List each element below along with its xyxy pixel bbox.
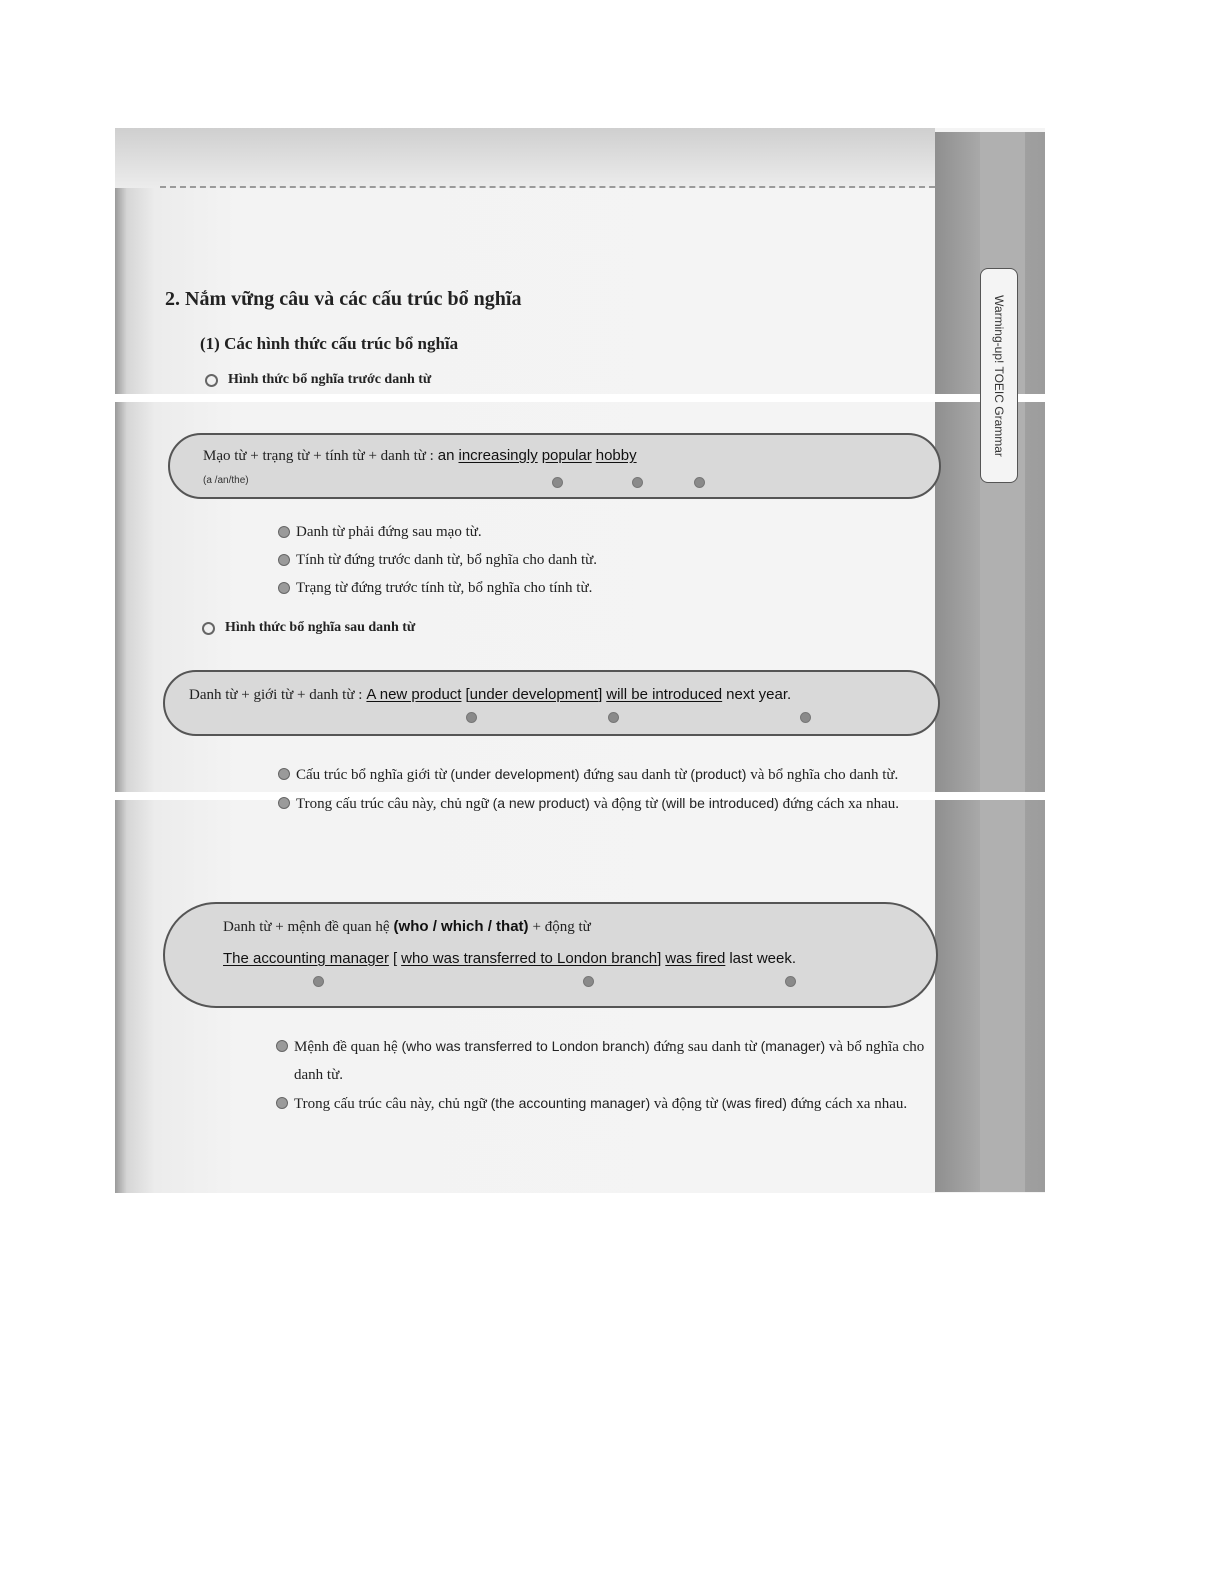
bullet-icon [276,1040,288,1052]
dashed-divider [160,186,935,188]
example-adverb: increasingly [458,447,538,464]
note-text: Trong cấu trúc câu này, chủ ngữ (the accounting manager) và động từ (was fired) đứng cách xa nhau. [294,1095,908,1112]
bullet-icon [278,768,290,780]
pre-noun-formula-box [168,433,941,499]
marker-dot [552,477,563,488]
note-item [278,546,597,574]
relative-formula: Danh từ + mệnh đề quan hệ [223,919,390,935]
example-subject: A new product [366,686,462,703]
note-item [276,1089,926,1118]
marker-dot [608,712,619,723]
example-noun: hobby [595,447,637,464]
bullet-icon [276,1097,288,1109]
bracket-close: ] [657,950,662,967]
open-circle-icon [202,622,215,635]
relative-formula-tail: + động từ [532,919,591,935]
post-noun-formula-line [189,686,791,704]
scan-seam [115,394,1050,402]
bullet-icon [278,797,290,809]
marker-dot [800,712,811,723]
note-text: Trạng từ đứng trước tính từ, bổ nghĩa cho tính từ. [296,580,593,596]
note-item [276,1032,926,1089]
pre-noun-formula: Mạo từ + trạng từ + tính từ + danh từ : [203,448,434,464]
example-adjective: popular [541,447,592,464]
relative-example-line [223,950,796,968]
example-clause: who was transferred to London branch [401,950,658,967]
marker-dot [583,976,594,987]
bracket-open: [ [465,686,470,703]
marker-dot [632,477,643,488]
bracket-open: [ [392,950,398,967]
relative-notes [276,1032,926,1118]
relative-formula-line [223,918,591,936]
post-noun-notes [278,760,918,818]
bullet-icon [278,526,290,538]
note-text: Mệnh đề quan hệ (who was transferred to London branch) đứng sau danh từ (manager) và bổ nghĩa cho danh từ. [294,1038,925,1083]
note-text: Tính từ đứng trước danh từ, bổ nghĩa cho danh từ. [296,552,598,568]
note-item [278,789,918,818]
marker-dot [785,976,796,987]
subsection-title: (1) Các hình thức cấu trúc bổ nghĩa [200,334,459,353]
example-verb: will be introduced [606,686,723,703]
example-modifier: under development [469,686,599,703]
marker-dot [466,712,477,723]
post-noun-formula-box [163,670,940,736]
example-tail: next year. [726,686,792,703]
post-noun-heading [202,620,415,636]
relative-pronouns: (who / which / that) [393,918,529,935]
pre-noun-notes [278,518,597,602]
side-tab-label: Warming-up! TOEIC Grammar [992,294,1006,457]
pre-noun-heading-text: Hình thức bổ nghĩa trước danh từ [228,372,432,387]
chapter-side-tab [980,268,1018,483]
marker-dot [694,477,705,488]
relative-formula-box [163,902,938,1008]
bracket-close: ] [598,686,603,703]
note-item [278,518,597,546]
pre-noun-formula-line [203,447,637,465]
section-title: 2. Nắm vững câu và các cấu trúc bổ nghĩa [165,288,522,310]
note-text: Cấu trúc bổ nghĩa giới từ (under development) đứng sau danh từ (product) và bổ nghĩa cho danh từ. [296,766,899,783]
note-item [278,574,597,602]
pre-noun-heading [205,372,431,388]
note-text: Danh từ phải đứng sau mạo từ. [296,524,482,540]
post-noun-heading-text: Hình thức bổ nghĩa sau danh từ [225,620,416,635]
post-noun-formula: Danh từ + giới từ + danh từ : [189,687,363,703]
open-circle-icon [205,374,218,387]
example-tail: last week. [729,950,797,967]
example-verb: was fired [665,950,726,967]
note-text: Trong cấu trúc câu này, chủ ngữ (a new product) và động từ (will be introduced) đứng cách xa nhau. [296,795,899,812]
marker-dot [313,976,324,987]
example-subject: The accounting manager [223,950,389,967]
bullet-icon [278,582,290,594]
bullet-icon [278,554,290,566]
example-article: an [437,447,455,464]
page-top-shadow [115,128,935,188]
note-item [278,760,918,789]
article-note: (a /an/the) [203,475,249,486]
